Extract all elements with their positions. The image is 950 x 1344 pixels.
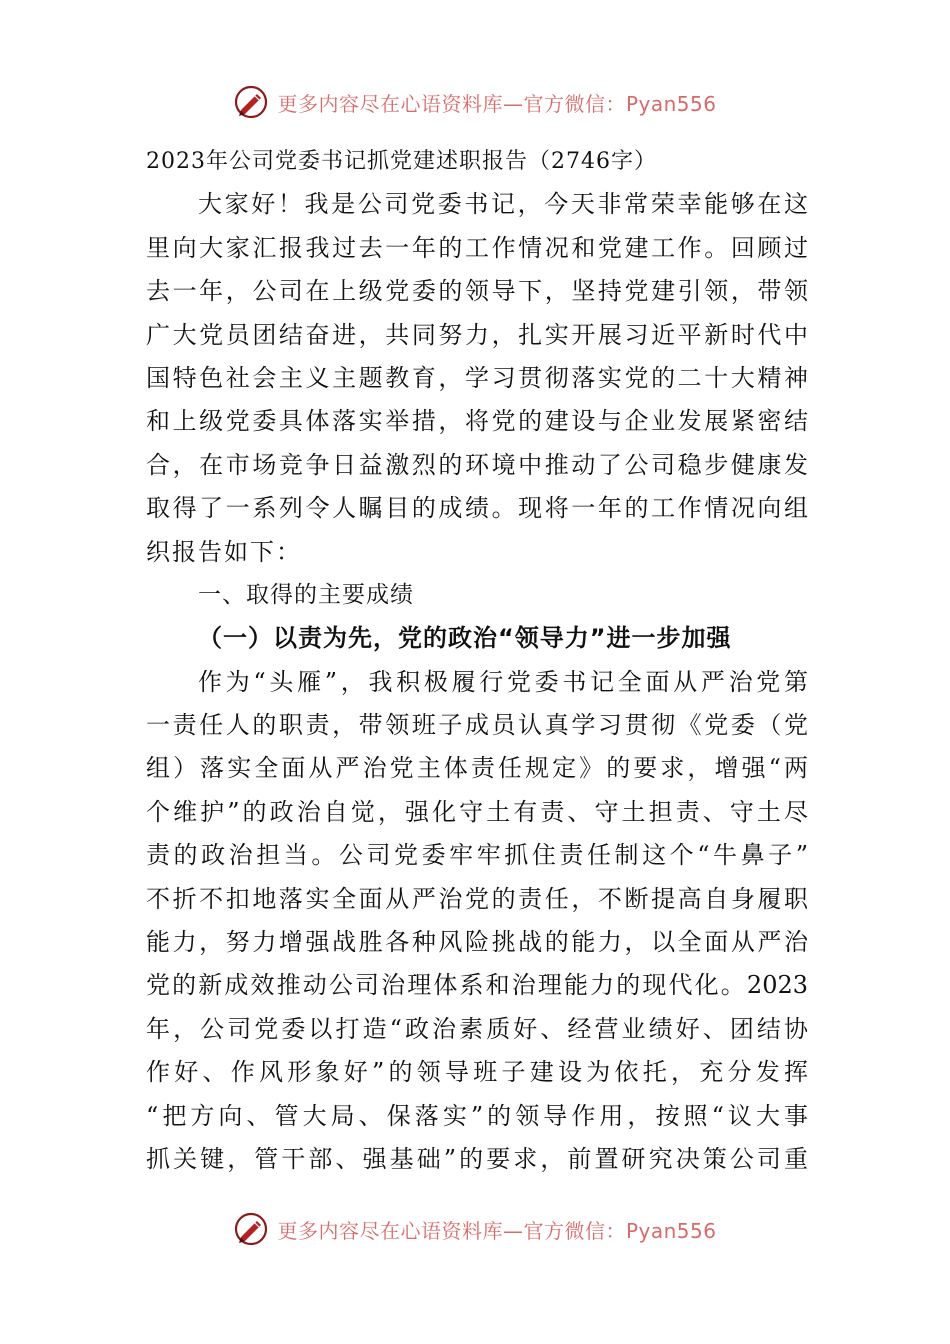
paragraph-line: 取得了一系列令人瞩目的成绩。现将一年的工作情况向组 [146, 494, 808, 523]
header-banner-text: 更多内容尽在心语资料库—官方微信：Pyan556 [277, 91, 717, 116]
paragraph-line: 大家好！我是公司党委书记，今天非常荣幸能够在这 [198, 190, 808, 219]
paragraph-line: 能力，努力增强战胜各种风险挑战的能力，以全面从严治 [146, 928, 808, 957]
paragraph-line: 织报告如下： [146, 537, 302, 566]
footer-banner [0, 1209, 950, 1249]
paragraph-line: 和上级党委具体落实举措，将党的建设与企业发展紧密结 [146, 407, 808, 436]
header-banner [0, 82, 950, 122]
paragraph-line: 抓关键，管干部、强基础”的要求，前置研究决策公司重 [146, 1144, 808, 1173]
paragraph-line: “把方向、管大局、保落实”的领导作用，按照“议大事 [146, 1101, 808, 1130]
paragraph-line: 年，公司党委以打造“政治素质好、经营业绩好、团结协 [146, 1014, 808, 1043]
paragraph-line: 作为“头雁”，我积极履行党委书记全面从严治党第 [198, 667, 808, 696]
paragraph-line: 国特色社会主义主题教育，学习贯彻落实党的二十大精神 [146, 363, 808, 392]
paragraph-line: 组）落实全面从严治党主体责任规定》的要求，增强“两 [146, 754, 808, 783]
pen-logo-icon [233, 84, 269, 120]
footer-banner-text: 更多内容尽在心语资料库—官方微信：Pyan556 [277, 1218, 717, 1243]
document-body [146, 140, 808, 1181]
paragraph-line: 一责任人的职责，带领班子成员认真学习贯彻《党委（党 [146, 711, 808, 740]
paragraph-line: 去一年，公司在上级党委的领导下，坚持党建引领，带领 [146, 277, 808, 306]
paragraph-line: 党的新成效推动公司治理体系和治理能力的现代化。2023 [146, 971, 808, 1000]
document-title: 2023年公司党委书记抓党建述职报告（2746字） [146, 149, 657, 174]
subsection-heading: （一）以责为先，党的政治“领导力”进一步加强 [198, 624, 732, 653]
paragraph-line: 个维护”的政治自觉，强化守土有责、守土担责、守土尽 [146, 797, 808, 826]
paragraph-line: 责的政治担当。公司党委牢牢抓住责任制这个“牛鼻子” [146, 841, 808, 870]
paragraph-line: 作好、作风形象好”的领导班子建设为依托，充分发挥 [146, 1058, 808, 1087]
paragraph-line: 不折不扣地落实全面从严治党的责任，不断提高自身履职 [146, 884, 808, 913]
paragraph-line: 合，在市场竞争日益激烈的环境中推动了公司稳步健康发 [146, 450, 808, 479]
pen-logo-icon [233, 1211, 269, 1247]
section-heading: 一、取得的主要成绩 [198, 581, 414, 608]
paragraph-line: 里向大家汇报我过去一年的工作情况和党建工作。回顾过 [146, 233, 808, 262]
paragraph-line: 广大党员团结奋进，共同努力，扎实开展习近平新时代中 [146, 320, 808, 349]
